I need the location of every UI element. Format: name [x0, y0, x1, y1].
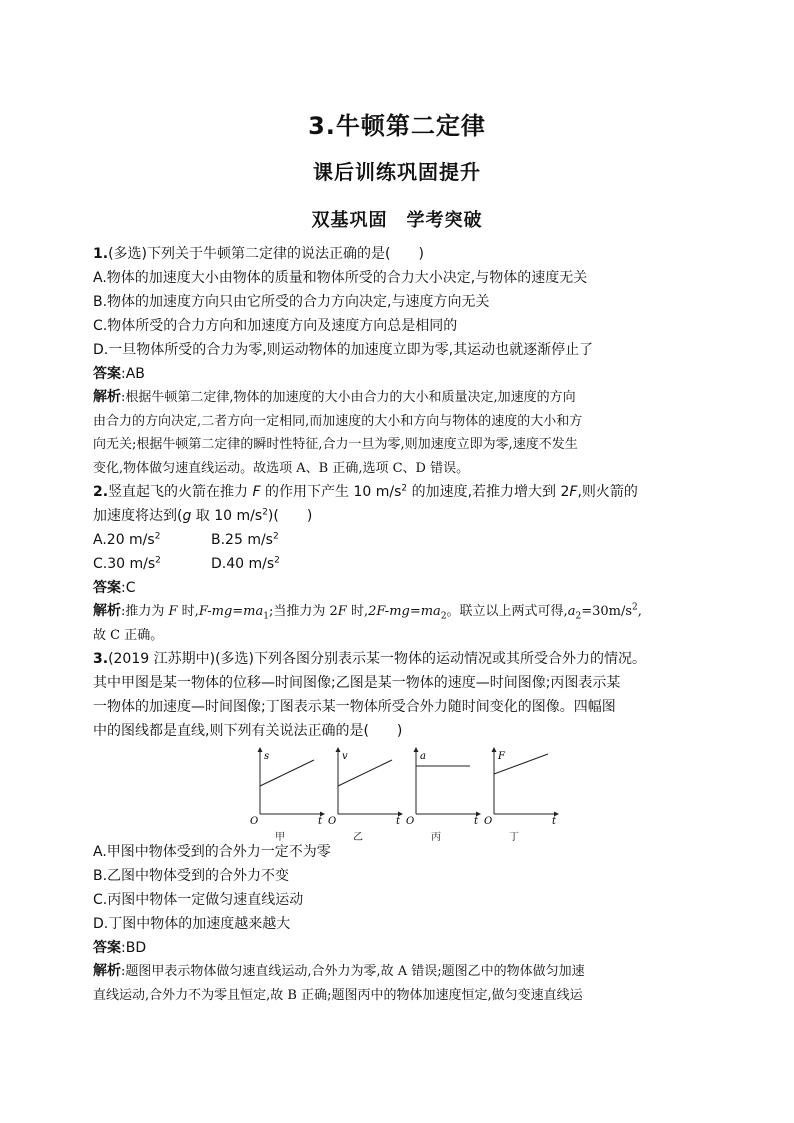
graph-figures: [93, 746, 705, 843]
graph-yi: [326, 746, 406, 843]
question-1: [93, 242, 705, 480]
option-a: A.物体的加速度大小由物体的质量和物体所受的合力大小决定,与物体的速度无关: [93, 270, 588, 286]
option-b: [211, 528, 329, 552]
graph-line: [338, 760, 392, 786]
analysis-label: 解析: [93, 963, 121, 979]
option-text: D.40 m/s: [211, 556, 275, 572]
graph-ding: [482, 746, 562, 843]
analysis-line: 故 C 正确。: [93, 627, 164, 643]
options-row: [93, 552, 705, 576]
question-stem: [93, 242, 705, 266]
var-a: a: [567, 604, 576, 619]
analysis-line: [93, 386, 705, 410]
var-f: F: [252, 484, 261, 500]
option-text: B.25 m/s: [211, 532, 273, 548]
equation: F-mg=ma: [198, 604, 264, 619]
graph-bing-svg: [404, 746, 484, 824]
page-subtitle: 课后训练巩固提升: [313, 160, 481, 184]
analysis-line: 变化,物体做匀速直线运动。故选项 A、B 正确,选项 C、D 错误。: [93, 460, 470, 476]
question-stem: [93, 504, 705, 528]
graph-yi-svg: [326, 746, 406, 824]
axis-y-label: a: [420, 751, 426, 762]
stem-text: 的加速度,若推力增大到 2: [407, 484, 570, 500]
answer-value: :C: [121, 580, 136, 596]
analysis-line: 由合力的方向决定,二者方向一定相同,而加速度的大小和方向与物体的速度的大小和方: [93, 413, 583, 429]
question-stem: 一物体的加速度—时间图像;丁图表示某一物体所受合外力随时间变化的图像。四幅图: [93, 699, 616, 715]
graph-ding-svg: [482, 746, 562, 824]
analysis-text: ,: [637, 604, 642, 619]
equation: 2F-mg=ma: [368, 604, 441, 619]
options-row: [93, 528, 705, 552]
stem-text: 取 10 m/s: [191, 508, 263, 524]
answer-line: [93, 936, 705, 960]
analysis-text: 时,: [346, 604, 369, 619]
section-title: 双基巩固 学考突破: [311, 210, 483, 231]
answer-line: [93, 576, 705, 600]
superscript: 2: [272, 531, 279, 542]
question-number: 2.: [93, 484, 109, 500]
option-d: D.丁图中物体的加速度越来越大: [93, 916, 291, 932]
axis-x-label: t: [474, 816, 479, 824]
question-stem: 其中甲图是某一物体的位移—时间图像;乙图是某一物体的速度—时间图像;丙图表示某: [93, 675, 621, 691]
analysis-text: :题图甲表示物体做匀速直线运动,合外力为零,故 A 错误;题图乙中的物体做匀加速: [121, 964, 585, 979]
question-3: [93, 647, 705, 1007]
axis-x-label: t: [396, 816, 401, 824]
origin-label: O: [250, 816, 259, 824]
analysis-text: 时,: [177, 604, 199, 619]
page-title: 3.牛顿第二定律: [308, 112, 486, 140]
graph-line: [260, 760, 314, 786]
analysis-text: :根据牛顿第二定律,物体的加速度的大小由合力的大小和质量决定,加速度的方向: [121, 390, 576, 405]
option-d: D.一旦物体所受的合力为零,则运动物体的加速度立即为零,其运动也就逐渐停止了: [93, 342, 594, 358]
superscript: 2: [262, 507, 268, 518]
question-stem: [93, 647, 705, 671]
stem-text: (2019 江苏期中)(多选)下列各图分别表示某一物体的运动情况或其所受合外力的情况。: [108, 651, 646, 667]
option-c: [93, 552, 211, 576]
var-f: F: [569, 484, 578, 500]
option-b: B.乙图中物体受到的合外力不变: [93, 868, 290, 884]
superscript: 2: [155, 555, 161, 566]
subscript: 2: [440, 611, 447, 622]
option-text: C.30 m/s: [93, 556, 156, 572]
analysis-label: 解析: [93, 603, 121, 619]
option-d: [211, 552, 329, 576]
stem-text: (多选)下列关于牛顿第二定律的说法正确的是( ): [108, 246, 424, 262]
question-number: 3.: [93, 651, 109, 667]
analysis-line: 直线运动,合外力不为零且恒定,故 B 正确;题图丙中的物体加速度恒定,做匀变速直线运: [93, 987, 583, 1003]
question-number: 1.: [93, 246, 109, 262]
origin-label: O: [484, 816, 493, 824]
figure-caption: 甲: [275, 832, 285, 843]
question-stem: [93, 480, 705, 504]
answer-label: 答案: [93, 580, 121, 596]
var-f: F: [337, 604, 347, 619]
option-b: B.物体的加速度方向只由它所受的合力方向决定,与速度方向无关: [93, 294, 490, 310]
graph-jia: [248, 746, 328, 843]
option-a: [93, 528, 211, 552]
question-2: [93, 480, 705, 647]
figure-caption: 丙: [431, 832, 441, 843]
option-c: C.丙图中物体一定做匀速直线运动: [93, 892, 304, 908]
subscript: 2: [575, 611, 582, 622]
stem-text: 的作用下产生 10 m/s: [260, 484, 402, 500]
analysis-text: :推力为: [121, 604, 169, 619]
answer-label: 答案: [93, 940, 121, 956]
stem-text: 竖直起飞的火箭在推力: [108, 484, 253, 500]
axis-y-label: F: [498, 751, 505, 762]
axis-x-label: t: [318, 816, 323, 824]
option-c: C.物体所受的合力方向和加速度方向及速度方向总是相同的: [93, 318, 458, 334]
figure-caption: 丁: [509, 832, 519, 843]
var-f: F: [168, 604, 178, 619]
analysis-line: 向无关;根据牛顿第二定律的瞬时性特征,合力一旦为零,则加速度立即为零,速度不发生: [93, 437, 578, 452]
origin-label: O: [328, 816, 337, 824]
graph-bing: [404, 746, 484, 843]
origin-label: O: [406, 816, 415, 824]
question-list: [93, 242, 705, 1007]
superscript: 2: [632, 602, 638, 613]
analysis-line: [93, 600, 705, 624]
subscript: 1: [263, 611, 269, 622]
answer-line: [93, 362, 705, 386]
analysis-text: ;当推力为 2: [269, 604, 338, 619]
graph-jia-svg: [248, 746, 328, 824]
figure-caption: 乙: [353, 832, 363, 843]
option-a: A.甲图中物体受到的合外力一定不为零: [93, 844, 331, 860]
stem-text: 加速度将达到(: [93, 508, 183, 524]
stem-text: )( ): [267, 508, 313, 524]
superscript: 2: [401, 483, 408, 494]
var-g: g: [182, 508, 192, 524]
axis-x-label: t: [552, 816, 557, 824]
analysis-text: =30m/s: [581, 604, 633, 619]
axis-y-label: v: [342, 751, 348, 762]
superscript: 2: [274, 555, 280, 566]
analysis-label: 解析: [93, 389, 121, 405]
question-stem: 中的图线都是直线,则下列有关说法正确的是( ): [93, 723, 403, 739]
analysis-text: 。联立以上两式可得,: [446, 604, 568, 619]
stem-text: ,则火箭的: [577, 484, 638, 500]
answer-value: :AB: [121, 366, 145, 382]
option-text: A.20 m/s: [93, 532, 155, 548]
superscript: 2: [154, 531, 161, 542]
answer-label: 答案: [93, 366, 121, 382]
analysis-line: [93, 960, 705, 984]
axis-y-label: s: [264, 751, 270, 762]
answer-value: :BD: [121, 940, 147, 956]
